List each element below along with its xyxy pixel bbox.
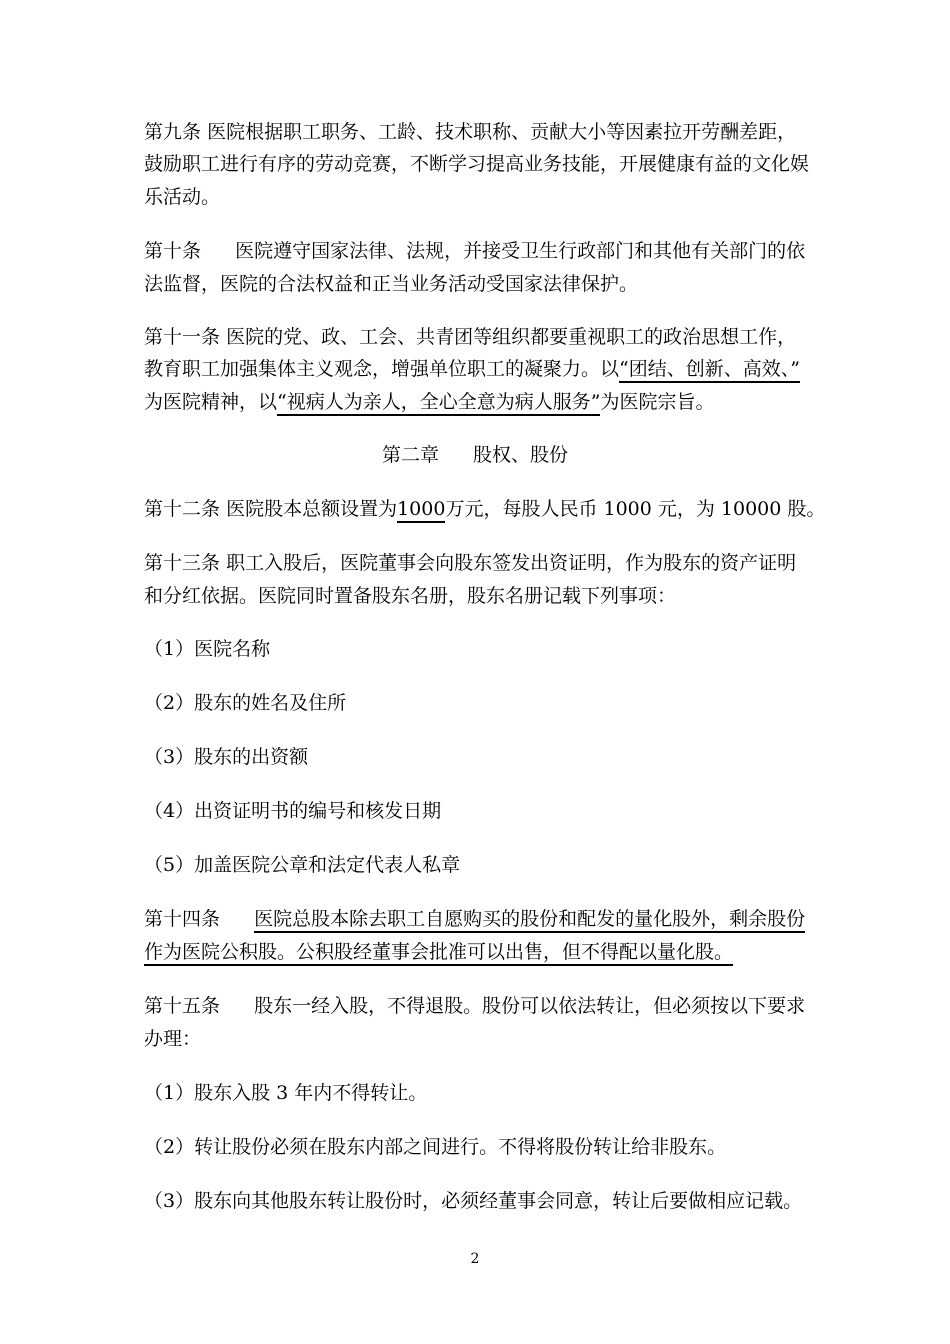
chapter2-heading xyxy=(0,443,950,467)
art13-item: （5）加盖医院公章和法定代表人私章 xyxy=(144,854,461,876)
art11-purpose-underlined: “视病人为亲人，全心全意为病人服务” xyxy=(277,391,600,416)
art14-line1 xyxy=(144,907,824,931)
art11-line1 xyxy=(144,325,824,349)
art13-text1: 职工入股后，医院董事会向股东签发出资证明，作为股东的资产证明 xyxy=(226,552,797,574)
art14-text2-underlined: 作为医院公积股。公积股经董事会批准可以出售，但不得配以量化股。 xyxy=(144,941,733,966)
art13-item: （4）出资证明书的编号和核发日期 xyxy=(144,800,442,822)
art11-text3c: 为医院宗旨。 xyxy=(600,391,715,413)
art15-item: （3）股东向其他股东转让股份时，必须经董事会同意，转让后要做相应记载。 xyxy=(144,1190,803,1212)
art9-head: 第九条 xyxy=(144,121,202,143)
art12-text-c: 万元，每股人民币 1000 元，为 10000 股。 xyxy=(445,498,826,520)
art10-line2: 法监督，医院的合法权益和正当业务活动受国家法律保护。 xyxy=(144,273,639,295)
art9-line1 xyxy=(144,120,824,144)
chapter2-title: 股权、股份 xyxy=(473,444,569,466)
art11-line3 xyxy=(144,390,824,414)
art13-line1 xyxy=(144,551,824,575)
art11-text2: 教育职工加强集体主义观念，增强单位职工的凝聚力。以 xyxy=(144,358,620,380)
art12-head: 第十二条 xyxy=(144,498,221,520)
art14-line2 xyxy=(144,940,824,964)
art10-text1: 医院遵守国家法律、法规，并接受卫生行政部门和其他有关部门的依 xyxy=(235,240,806,262)
chapter2-num: 第二章 xyxy=(381,444,439,466)
art15-item: （1）股东入股 3 年内不得转让。 xyxy=(144,1082,428,1104)
art12-amount-underlined: 1000 xyxy=(397,498,445,523)
art11-text3a: 为医院精神，以 xyxy=(144,391,278,413)
art13-line2: 和分红依据。医院同时置备股东名册，股东名册记载下列事项： xyxy=(144,585,677,607)
art15-item: （2）转让股份必须在股东内部之间进行。不得将股份转让给非股东。 xyxy=(144,1136,727,1158)
art15-line1 xyxy=(144,994,824,1018)
art12-text-a: 医院股本总额设置为 xyxy=(226,498,398,520)
art14-head: 第十四条 xyxy=(144,908,221,930)
art12-line1 xyxy=(144,497,824,521)
art10-line1 xyxy=(144,239,824,263)
art15-text1: 股东一经入股，不得退股。股份可以依法转让，但必须按以下要求 xyxy=(254,995,806,1017)
art11-text1: 医院的党、政、工会、共青团等组织都要重视职工的政治思想工作， xyxy=(226,326,797,348)
art11-spirit-underlined: “团结、创新、高效、” xyxy=(619,358,800,383)
art13-item: （2）股东的姓名及住所 xyxy=(144,692,347,714)
art10-head: 第十条 xyxy=(144,240,202,262)
art11-line2 xyxy=(144,357,824,381)
art9-text1: 医院根据职工职务、工龄、技术职称、贡献大小等因素拉开劳酬差距， xyxy=(207,121,797,143)
art14-text1-underlined: 医院总股本除去职工自愿购买的股份和配发的量化股外，剩余股份 xyxy=(254,908,805,933)
art15-line2: 办理： xyxy=(144,1028,202,1050)
art11-head: 第十一条 xyxy=(144,326,221,348)
art13-head: 第十三条 xyxy=(144,552,221,574)
page-number: 2 xyxy=(470,1251,480,1267)
art13-item: （3）股东的出资额 xyxy=(144,746,309,768)
art13-item: （1）医院名称 xyxy=(144,638,271,660)
art9-line3: 乐活动。 xyxy=(144,186,221,208)
art15-head: 第十五条 xyxy=(144,995,221,1017)
art9-line2: 鼓励职工进行有序的劳动竞赛，不断学习提高业务技能，开展健康有益的文化娱 xyxy=(144,153,810,175)
